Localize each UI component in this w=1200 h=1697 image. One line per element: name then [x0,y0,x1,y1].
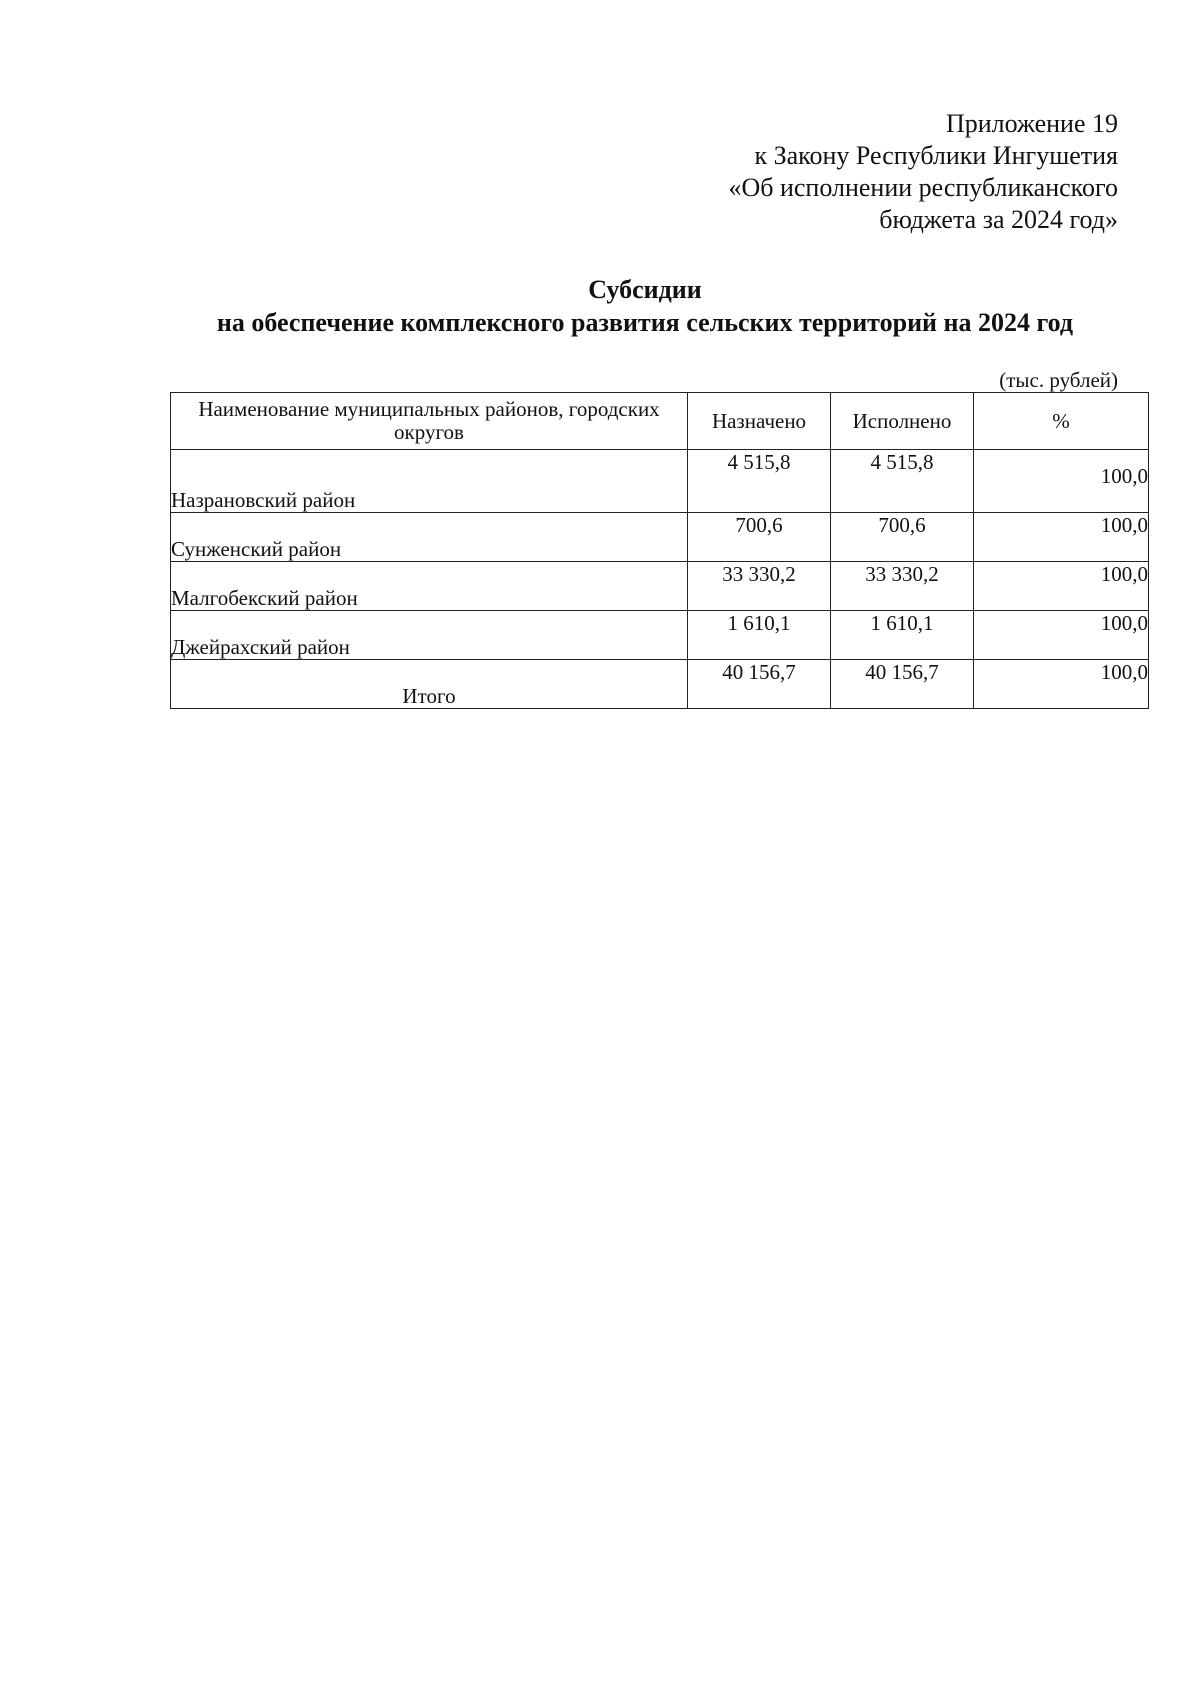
header-assigned: Назначено [688,393,831,450]
header-name: Наименование муниципальных районов, городских округов [171,393,688,450]
row-name: Сунженский район [171,513,688,562]
table-total-row [171,660,1149,709]
appendix-line: бюджета за 2024 год» [879,205,1118,234]
appendix-line: «Об исполнении республиканского [728,173,1118,202]
subsidies-table [170,392,1149,709]
row-name: Назрановский район [171,450,688,513]
row-percent: 100,0 [974,450,1149,513]
row-percent: 100,0 [974,513,1149,562]
header-executed: Исполнено [831,393,974,450]
document-subtitle: на обеспечение комплексного развития сельских территорий на 2024 год [216,308,1074,337]
row-percent: 100,0 [974,562,1149,611]
table-header-row [171,393,1149,450]
units-note: (тыс. рублей) [999,368,1118,392]
row-assigned: 33 330,2 [688,562,831,611]
table-row [171,513,1149,562]
total-executed: 40 156,7 [831,660,974,709]
appendix-line: Приложение 19 [945,109,1118,138]
appendix-line: к Закону Республики Ингушетия [754,141,1118,170]
row-assigned: 4 515,8 [688,450,831,513]
document-title: Субсидии [588,275,702,304]
total-assigned: 40 156,7 [688,660,831,709]
table-row [171,611,1149,660]
appendix-block [598,108,1118,236]
header-percent: % [974,393,1149,450]
row-name: Джейрахский район [171,611,688,660]
total-label: Итого [171,660,688,709]
row-executed: 33 330,2 [831,562,974,611]
table-row [171,562,1149,611]
total-percent: 100,0 [974,660,1149,709]
row-executed: 1 610,1 [831,611,974,660]
table-row [171,450,1149,513]
row-name: Малгобекский район [171,562,688,611]
row-assigned: 1 610,1 [688,611,831,660]
row-percent: 100,0 [974,611,1149,660]
row-executed: 4 515,8 [831,450,974,513]
row-assigned: 700,6 [688,513,831,562]
row-executed: 700,6 [831,513,974,562]
